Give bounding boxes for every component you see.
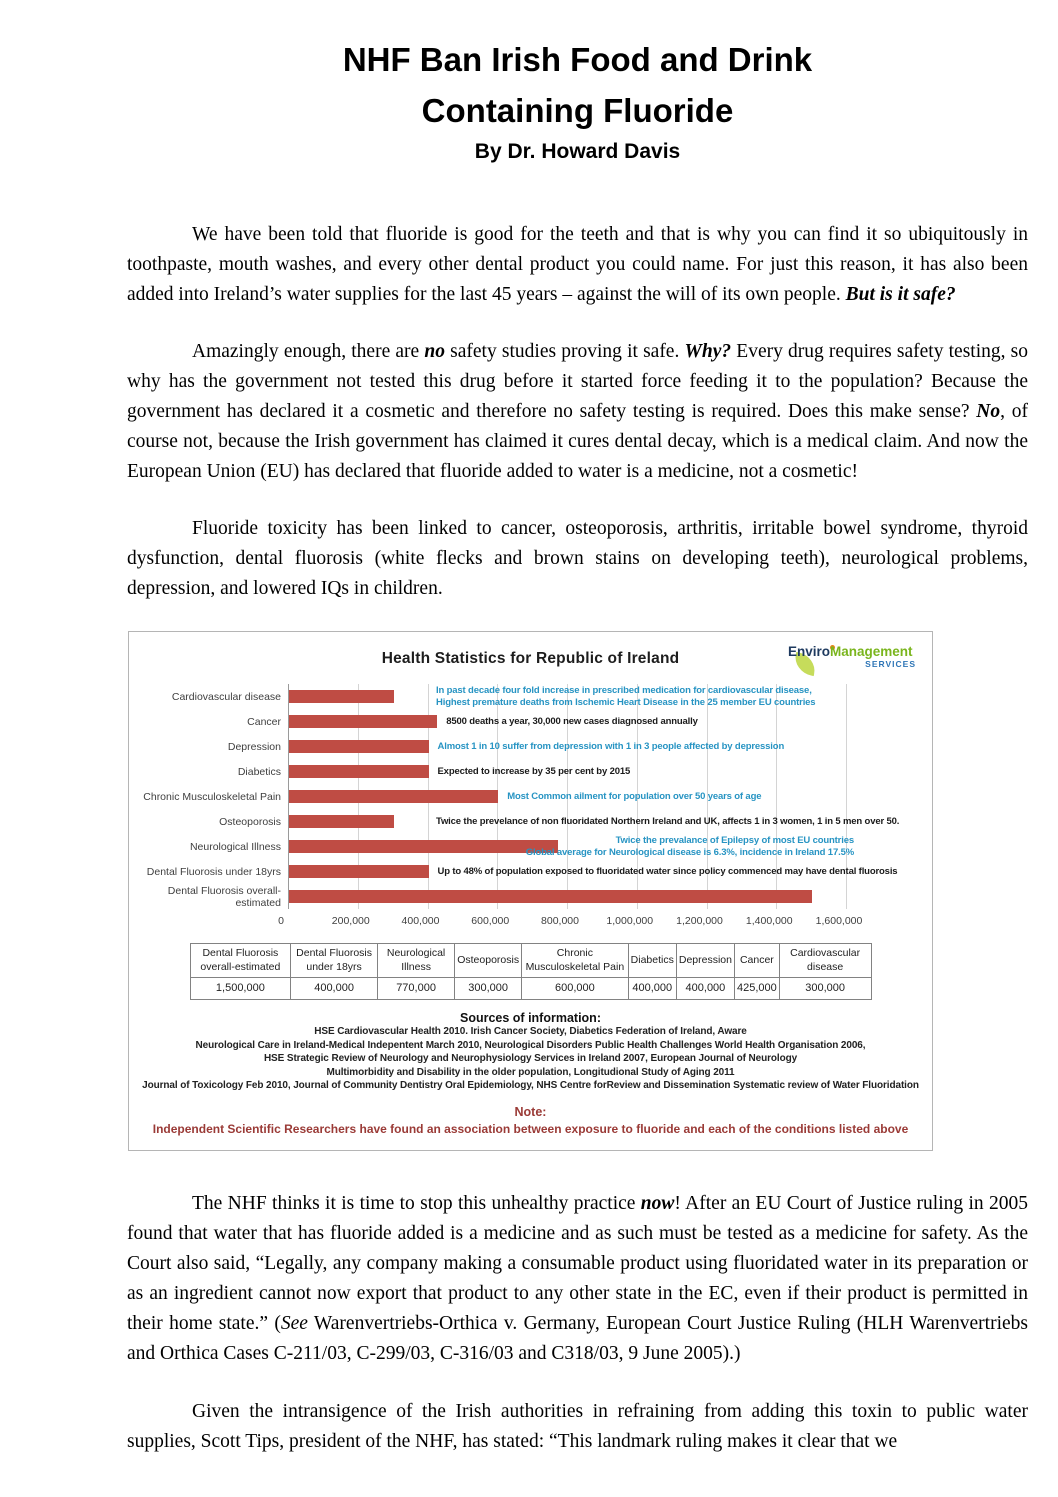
table-header-cell: Osteoporosis [455,944,522,977]
chart-row [129,759,932,784]
gridline [776,709,777,734]
note-title: Note: [514,1105,547,1120]
table-header-cell: Cardiovascular disease [779,944,871,977]
x-tick-label: 200,000 [331,915,370,928]
category-label: Dental Fluorosis overall-estimated [167,884,281,909]
category-label: Cardiovascular disease [171,690,281,703]
table-value-cell: 770,000 [377,977,454,1000]
gridline [428,809,429,834]
page-title-line1: NHF Ban Irish Food and Drink [342,41,813,78]
category-label: Cancer [247,715,281,728]
bar-annotation: Almost 1 in 10 suffer from depression with 1 in 3 people affected by depression [437,741,785,753]
source-line: HSE Strategic Review of Neurology and Neurophysiology Services in Ireland 2007, European Journal of Neurology [263,1053,798,1065]
chart-row [129,859,932,884]
row-plot [288,734,846,759]
x-tick-label: 1,600,000 [815,915,863,928]
table-value-cell: 400,000 [291,977,378,1000]
source-line: Neurological Care in Ireland-Medical Indepentent March 2010, Neurological Disorders Public Health Challenges World Health Organisation 2006, [195,1039,866,1051]
gridline [637,759,638,784]
enviromanagement-logo [788,644,916,678]
source-line: HSE Cardiovascular Health 2010. Irish Cancer Society, Diabetics Federation of Ireland, Aware [314,1026,747,1038]
bar [289,840,558,853]
gridline [776,759,777,784]
category-label: Neurological Illness [189,840,281,853]
table-header-cell: Cancer [734,944,779,977]
table-value-cell: 600,000 [522,977,629,1000]
gridline [707,759,708,784]
logo-name [788,644,916,659]
sources-section [129,1011,932,1092]
gridline [846,759,847,784]
category-label: Chronic Musculoskeletal Pain [143,790,281,803]
bar-annotation: Up to 48% of population exposed to fluoridated water since policy commenced may have dental fluorosis [437,866,898,878]
x-tick-label: 0 [278,915,284,928]
x-tick-label: 1,000,000 [606,915,654,928]
note-section [129,1105,932,1136]
bar-annotation: Expected to increase by 35 per cent by 2015 [437,766,631,778]
logo-tagline: SERVICES [865,659,916,670]
paragraph: We have been told that fluoride is good for the teeth and that is why you can find it so ubiquitously in toothpaste, mouth washes, and every other dental product you could name. For just this reason, it has also been added into Ireland’s water supplies for the last 45 years – against the will of its own people. But is it safe? [127,224,1028,306]
bar [289,865,429,878]
category-label: Osteoporosis [219,815,281,828]
bar-annotation: Most Common ailment for population over 50 years of age [507,791,762,803]
bar [289,790,498,803]
table-value-cell: 425,000 [734,977,779,1000]
sources-lines [129,1025,932,1092]
page-title [127,34,1028,136]
category-label: Dental Fluorosis under 18yrs [146,865,281,878]
chart-row [129,884,932,909]
category-label: Depression [227,740,281,753]
row-plot [288,834,854,859]
category-label: Diabetics [237,765,281,778]
chart-row [129,834,932,859]
table-value-cell: 1,500,000 [190,977,291,1000]
paragraph: Amazingly enough, there are no safety studies proving it safe. Why? Every drug requires safety testing, so why has the government not tested this drug before it started force feeding it to the population? Because the government has declared it a cosmetic and therefore no safety testing is required. Does this make sense? No, of course not, because the Irish government has claimed it cures dental decay, which is a medical claim. And now the European Union (EU) has declared that fluoride added to water is a medicine, not a cosmetic! [127,341,1029,483]
note-text: Independent Scientific Researchers have found an association between exposure to fluoride and each of the conditions listed above [152,1122,909,1137]
table-header-cell: Dental Fluorosis overall-estimated [190,944,291,977]
x-tick-label: 400,000 [401,915,440,928]
x-tick-label: 800,000 [541,915,579,928]
chart-data-table [190,943,872,1000]
article-bottom [127,1189,1028,1456]
gridline [707,709,708,734]
paragraph: Given the intransigence of the Irish authorities in refraining from adding this toxin to public water supplies, Scott Tips, president of the NHF, has stated: “This landmark ruling makes it clear that we [127,1400,1028,1452]
bar-annotation: In past decade four fold increase in prescribed medication for cardiovascular disease, Highest premature deaths from Ischemic Heart Disease in the 25 member EU countries [436,685,816,708]
x-tick-label: 600,000 [471,915,510,928]
chart-row [129,809,932,834]
table-value-cell: 400,000 [628,977,676,1000]
health-statistics-chart [128,631,933,1151]
paragraph: Fluoride toxicity has been linked to cancer, osteoporosis, arthritis, irritable bowel syndrome, thyroid dysfunction, dental fluorosis (white flecks and brown stains on developing teeth), neurological problems, depression, and lowered IQs in children. [127,518,1028,600]
byline: By Dr. Howard Davis [474,140,681,164]
table-header-cell: Diabetics [628,944,676,977]
chart-row [129,684,932,709]
chart-title: Health Statistics for Republic of Ireland [381,650,680,668]
sources-title: Sources of information: [460,1011,601,1026]
bar-annotation: Twice the prevelance of non fluoridated Northern Ireland and UK, affects 1 in 3 women, 1 in 5 men over 50. [436,816,900,828]
page-title-line2: Containing Fluoride [421,92,734,130]
article-top [127,220,1028,604]
chart-plot-area [129,684,932,909]
row-plot [288,859,898,884]
row-plot [288,884,846,909]
bar [289,815,394,828]
row-plot [288,684,846,709]
gridline [776,784,777,809]
gridline [428,684,429,709]
bar [289,690,394,703]
row-plot [288,709,846,734]
gridline [846,684,847,709]
table-header-cell: Chronic Musculoskeletal Pain [522,944,629,977]
source-line: Multimorbidity and Disability in the older population, Longitudional Study of Aging 2011 [326,1066,735,1078]
bar [289,740,429,753]
x-axis [278,913,863,931]
gridline [846,884,847,909]
bar-annotation: 8500 deaths a year, 30,000 new cases diagnosed annually [446,716,698,728]
table-value-cell: 400,000 [676,977,734,1000]
gridline [846,709,847,734]
chart-row [129,709,932,734]
row-plot [288,784,846,809]
gridline [846,734,847,759]
table-header-row [190,944,871,977]
logo-name-part2: Management [830,644,913,660]
table-value-cell: 300,000 [455,977,522,1000]
x-tick-label: 1,400,000 [745,915,793,928]
table-header-cell: Dental Fluorosis under 18yrs [291,944,378,977]
bar [289,890,812,903]
bar [289,715,437,728]
source-line: Journal of Toxicology Feb 2010, Journal of Community Dentistry Oral Epidemiology, NHS Centre forReview and Dissemination Systematic review of Water Fluoridation [142,1080,919,1092]
chart-row [129,784,932,809]
table-header-cell: Depression [676,944,734,977]
table-value-cell: 300,000 [779,977,871,1000]
table-value-row [190,977,871,1000]
paragraph: The NHF thinks it is time to stop this unhealthy practice now! After an EU Court of Justice ruling in 2005 found that water that has fluoride added is a medicine and as such must be tested as a medicine for safety. As the Court also said, “Legally, any company making a consumable product using fluoridated water in its preparation or as an ingredient cannot now export that product to any other state in the EC, even if their product is permitted in their home state.” (See Warenvertriebs-Orthica v. Germany, European Court Justice Ruling (HLH Warenvertriebs and Orthica Cases C-211/03, C-299/03, C-316/03 and C318/03, 9 June 2005).) [127,1193,1028,1365]
gridline [846,784,847,809]
table-header-cell: Neurological Illness [377,944,454,977]
row-plot [288,809,900,834]
chart-row [129,734,932,759]
bar-annotation: Twice the prevalance of Epilepsy of most EU countries Global average for Neurological disease is 6.3%, incidence in Ireland 17.5% [525,835,854,858]
row-plot [288,759,846,784]
logo-name-part1: Enviro [788,644,831,660]
bar [289,765,429,778]
x-tick-label: 1,200,000 [676,915,723,928]
